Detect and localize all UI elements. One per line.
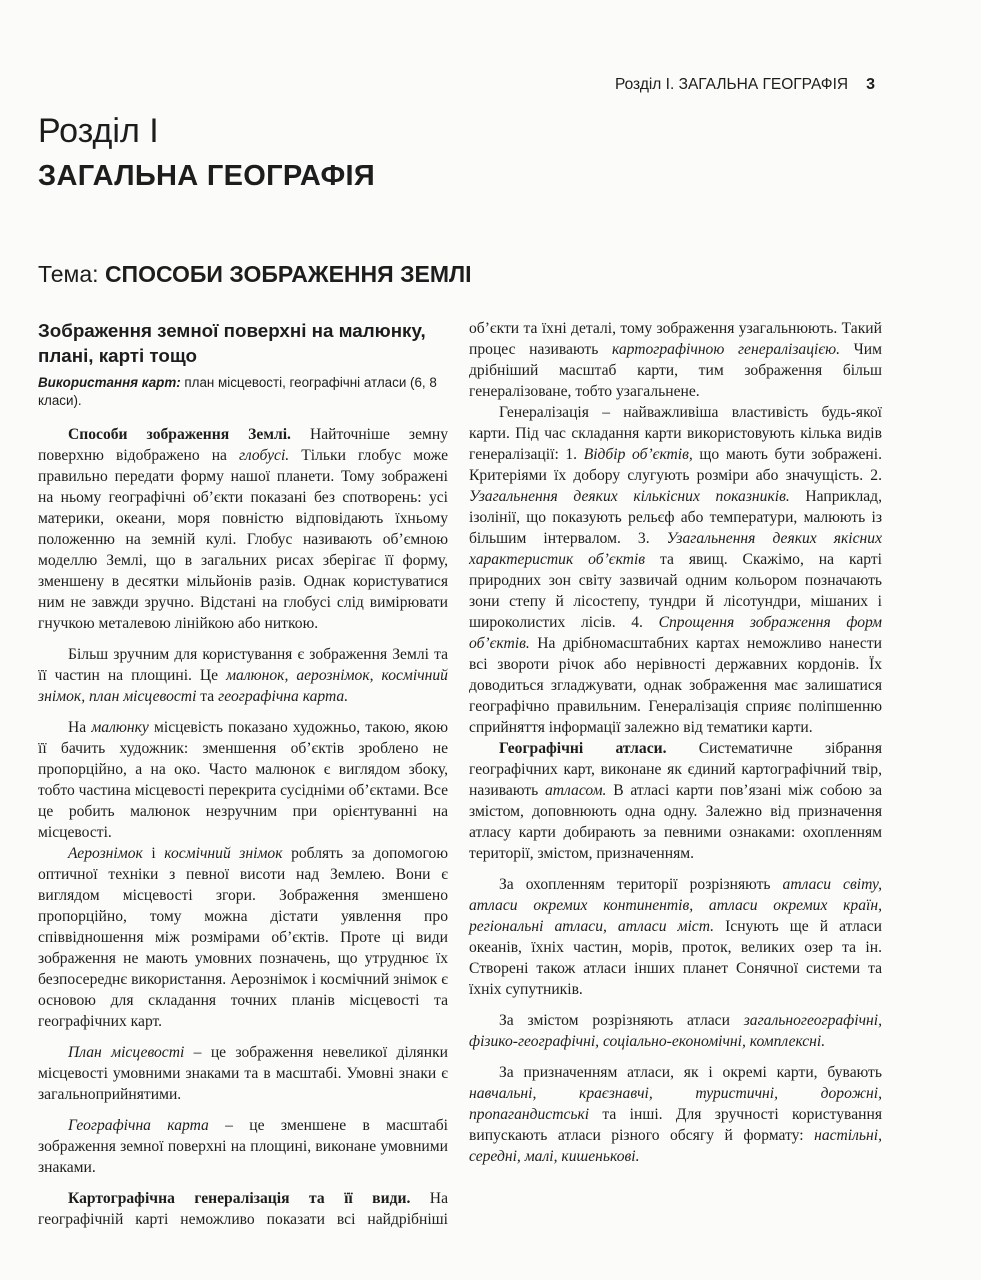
- italic-term: Спрощення зображення форм об’єктів.: [469, 614, 882, 652]
- text-run: – це зображення невеликої ділянки місцевості умовними знаками та в масштабі. Умовні знаки є загальноприйнятими.: [38, 1044, 448, 1103]
- paragraph: [38, 1042, 448, 1105]
- run-heading: Картографічна генералізація та її види.: [68, 1190, 411, 1207]
- text-run: та явищ. Скажімо, на карті природних зон світу зазвичай одним кольором позначають зони степу й лісостепу, тундри й лісотундри, мішаних і широколистих лісів. 4.: [469, 551, 882, 631]
- right-column: [469, 318, 882, 1167]
- text-run: – це зменшене в масштабі зображення земної поверхні на площині, виконане умовними знаками.: [38, 1117, 448, 1176]
- paragraph: [38, 1115, 448, 1178]
- text-run: В атласі карти пов’язані між собою за змістом, доповнюють одна одну. Залежно від призначення атласу карти добирають за певними ознаками: охопленням території, змістом, призначенням.: [469, 782, 882, 862]
- paragraph: [38, 424, 448, 634]
- text-run: На дрібномасштабних картах неможливо нанести всі звороти річок або нерівності державних кордонів. Їх доводиться згладжувати, однак зображення має залишатися географічно правильним. Генералізація сприяє поліпшенню сприйняття інформації залежно від тематики карти.: [469, 635, 882, 736]
- paragraph: [38, 843, 448, 1032]
- text-run: На географічній карті неможливо показати всі найдрібніші: [38, 1190, 448, 1228]
- running-head: [560, 76, 875, 94]
- chapter-title: ЗАГАЛЬНА ГЕОГРАФІЯ: [38, 160, 376, 192]
- italic-term: малюнку: [91, 719, 149, 736]
- paragraph: [469, 738, 882, 864]
- text-run: об’єкти та їхні деталі, тому зображення узагальнюють. Такий процес називають: [469, 320, 882, 358]
- usage-note: [38, 374, 448, 410]
- italic-term: Узагальнення деяких кількісних показників.: [469, 488, 790, 505]
- topic-heading: [38, 261, 472, 288]
- text-run: Чим дрібніший масштаб карти, тим зображення більш генералізоване, тобто узагальнене.: [469, 341, 882, 400]
- italic-term: настільні, середні, малі, кишенькові.: [469, 1127, 882, 1165]
- topic-prefix: Тема:: [38, 261, 105, 287]
- italic-term: навчальні, краєзнавчі, туристичні, дорожні, пропагандистські: [469, 1085, 882, 1123]
- text-run: роблять за допомогою оптичної техніки з певної висоти над Землею. Вони є виглядом місцевості згори. Зображення зменшено пропорційно, тому можна дістати уявлення про співвідношення між розмірами об’єктів. Проте ці види зображення не мають умовних позначень, що утруднює їх безпосереднє використання. Аерознімок і космічний знімок є основою для складання точних планів місцевості та географічних карт.: [38, 845, 448, 1030]
- text-run: та: [196, 688, 219, 705]
- text-run: Існують ще й атласи океанів, їхніх частин, морів, проток, великих озер та ін. Створені також атласи інших планет Сонячної системи та їхніх супутників.: [469, 918, 882, 998]
- text-run: Генералізація – найважливіша властивість будь-якої карти. Під час складання карти використовують кілька видів генералізації: 1.: [469, 404, 882, 463]
- paragraph: [469, 874, 882, 1000]
- text-run: Систематичне зібрання географічних карт, виконане як єдиний картографічний твір, називають: [469, 740, 882, 799]
- text-run: На: [68, 719, 92, 736]
- text-run: Більш зручним для користування є зображення Землі та її частин на площині. Це: [38, 646, 448, 684]
- italic-term: Географічна карта: [68, 1117, 209, 1134]
- text-run: що мають бути зображені. Критеріями їх добору слугують розміри або значущість. 2.: [469, 446, 882, 484]
- italic-term: План місцевості: [68, 1044, 185, 1061]
- text-run: місцевість показано художньо, такою, якою її бачить художник: зменшення об’єктів зроблено не пропорційно, а на око. Часто малюнок є виглядом збоку, тобто частина місцевості перекрита сусідніми об’єктами. Все це робить малюнок незручним при орієнтуванні на місцевості.: [38, 719, 448, 841]
- paragraph: [38, 1188, 448, 1230]
- left-column: [38, 318, 448, 1230]
- paragraph: [469, 1062, 882, 1167]
- topic-title: СПОСОБИ ЗОБРАЖЕННЯ ЗЕМЛІ: [104, 261, 472, 287]
- italic-term: географічна карта.: [218, 688, 349, 705]
- usage-label: Використання карт:: [38, 375, 181, 390]
- italic-term: глобусі.: [239, 447, 290, 464]
- running-head-title: Розділ І. ЗАГАЛЬНА ГЕОГРАФІЯ: [614, 76, 849, 93]
- usage-text: план місцевості, географічні атласи (6, 8 класи).: [38, 375, 437, 408]
- paragraph: [469, 402, 882, 738]
- italic-term: картографічною генералізацією.: [611, 341, 841, 358]
- italic-term: Узагальнення деяких якісних характеристик об’єктів: [469, 530, 883, 568]
- paragraph: [469, 318, 882, 402]
- italic-term: Аерознімок: [68, 845, 143, 862]
- text-run: і: [142, 845, 165, 862]
- italic-term: малюнок, аерознімок, космічний знімок, план місцевості: [38, 667, 448, 705]
- text-run: За змістом розрізняють атласи: [499, 1012, 744, 1029]
- text-run: та інші. Для зручності користування випускають атласи різного обсягу й формату:: [469, 1106, 882, 1144]
- chapter-label: Розділ І: [38, 112, 159, 150]
- italic-term: загальногеографічні, фізико-географічні, соціально-економічні, комплексні.: [469, 1012, 882, 1050]
- italic-term: атласи світу, атласи окремих континентів, атласи окремих країн, регіональні атласи, атласи міст.: [469, 876, 882, 935]
- run-heading: Способи зображення Землі.: [68, 426, 291, 443]
- section-heading: Зображення земної поверхні на малюнку, плані, карті тощо: [38, 320, 426, 366]
- run-heading: Географічні атласи.: [499, 740, 667, 757]
- page-number: 3: [866, 76, 875, 93]
- paragraph: [469, 1010, 882, 1052]
- italic-term: космічний знімок: [164, 845, 283, 862]
- text-run: Наприклад, ізолінії, що показують рельєф або температури, малюють із більшим інтервалом. 3.: [469, 488, 882, 547]
- italic-term: Відбір об’єктів,: [583, 446, 693, 463]
- text-run: Найточніше земну поверхню відображено на: [38, 426, 448, 464]
- italic-term: атласом.: [545, 782, 607, 799]
- text-run: За охопленням території розрізняють: [499, 876, 783, 893]
- text-run: Тільки глобус може правильно передати форму нашої планети. Тому зображені на ньому географічні об’єкти показані без спотворень: усі материки, океани, моря повністю відповідають їхньому положенню на земній кулі. Глобус називають об’ємною моделлю Землі, що в загальних рисах зберігає її форму, зменшену в десятки мільйонів разів. Однак користуватися ним не завжди зручно. Відстані на глобусі слід вимірювати гнучкою металевою лінійкою або ниткою.: [38, 447, 448, 632]
- text-run: За призначенням атласи, як і окремі карти, бувають: [499, 1064, 882, 1081]
- paragraph: [38, 644, 448, 707]
- paragraph: [38, 717, 448, 843]
